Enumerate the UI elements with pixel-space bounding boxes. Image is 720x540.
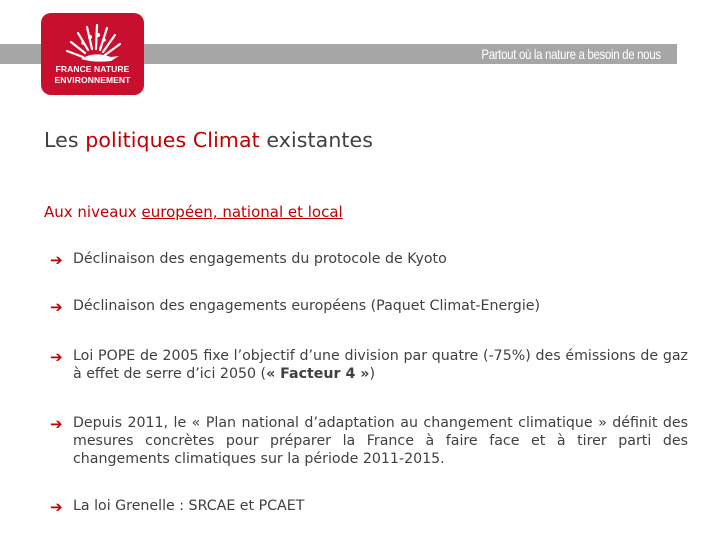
bullet-text: Depuis 2011, le « Plan national d’adaptation au changement climatique » définit des mesures concrètes pour préparer la France à faire face et à tirer parti des changements climatiques sur la période 2011-2015.	[73, 415, 688, 467]
section-subtitle	[44, 203, 343, 221]
hedgehog-icon	[41, 13, 144, 63]
bullet-text-main: Loi POPE de 2005 fixe l’objectif d’une division par quatre (-75%) des émissions de gaz à effet de serre d’ici 2050 (	[73, 348, 688, 382]
title-part-1: Les	[44, 128, 86, 152]
arrow-right-icon: ➔	[50, 415, 63, 433]
logo-line-1: FRANCE NATURE	[55, 64, 130, 74]
bullet-text: La loi Grenelle : SRCAE et PCAET	[73, 498, 305, 514]
title-highlight: politiques Climat	[85, 128, 260, 152]
page-title	[44, 128, 373, 152]
fne-logo	[41, 13, 144, 95]
subtitle-prefix: Aux niveaux	[44, 203, 142, 221]
bullet-text: Déclinaison des engagements du protocole de Kyoto	[73, 251, 447, 267]
bullet-text-suffix: )	[369, 366, 375, 382]
title-part-2: existantes	[259, 128, 374, 152]
arrow-right-icon: ➔	[50, 498, 63, 516]
arrow-right-icon: ➔	[50, 348, 63, 366]
logo-line-2: ENVIRONNEMENT	[54, 75, 131, 85]
bullet-text	[73, 347, 688, 383]
bullet-text-bold: « Facteur 4 »	[266, 366, 370, 382]
subtitle-underlined: européen, national et local	[141, 203, 343, 221]
bullet-text: Déclinaison des engagements européens (Paquet Climat-Energie)	[73, 298, 541, 314]
arrow-right-icon: ➔	[50, 251, 63, 269]
arrow-right-icon: ➔	[50, 298, 63, 316]
tagline: Partout où la nature a besoin de nous	[481, 46, 661, 62]
